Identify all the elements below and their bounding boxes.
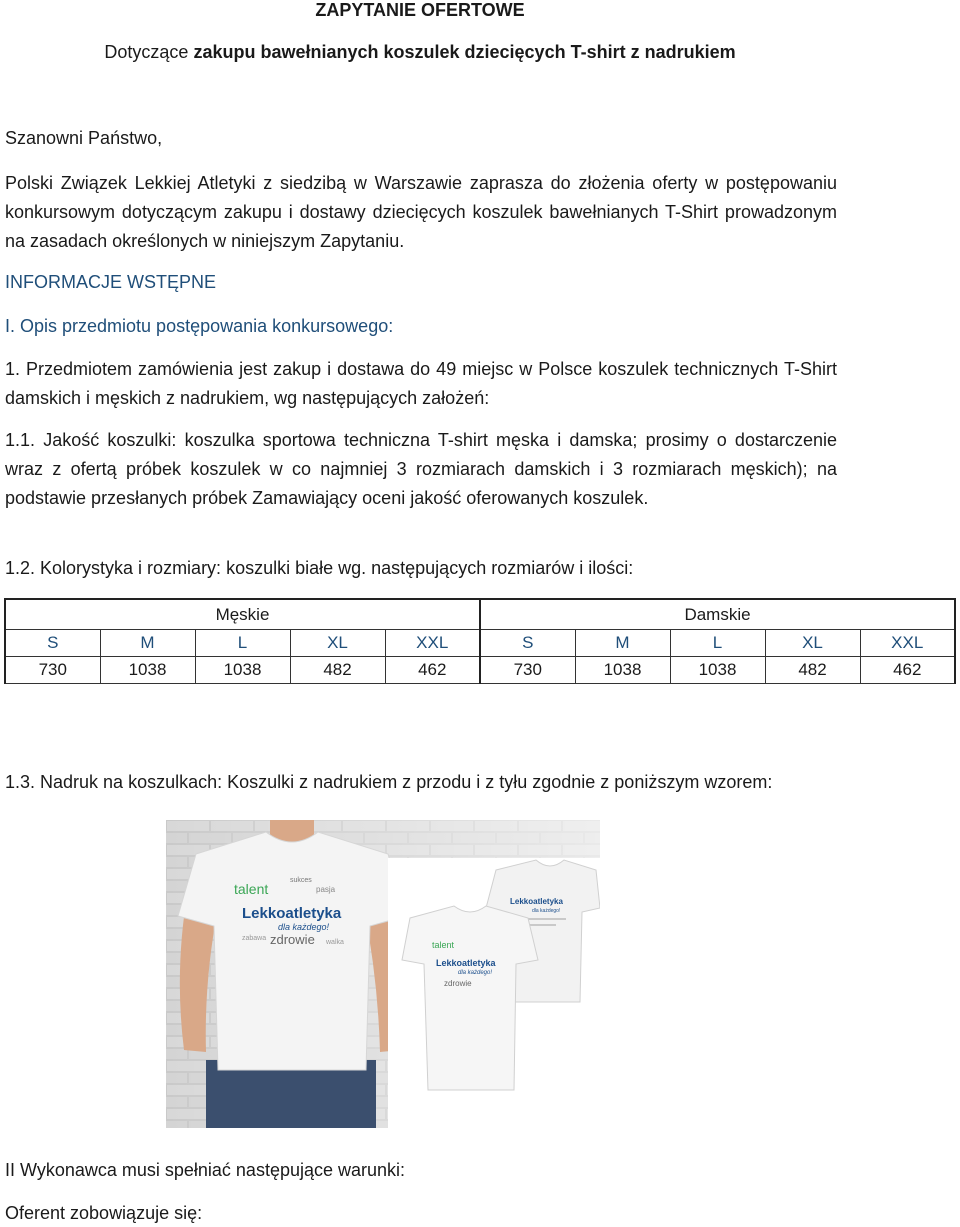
svg-text:zdrowie: zdrowie	[444, 979, 472, 988]
intro-paragraph: Polski Związek Lekkiej Atletyki z siedzibą w Warszawie zaprasza do złożenia oferty w postępowaniu konkursowym dotyczącym zakupu i dostawy dziecięcych koszulek bawełnianych T-Shirt prowadzonym na zasadach określonych w niniejszym Zapytaniu.	[5, 173, 837, 251]
svg-text:Lekkoatletyka: Lekkoatletyka	[436, 958, 496, 968]
table-quantities-row	[5, 657, 955, 684]
document-subtitle	[0, 42, 840, 63]
svg-text:pasja: pasja	[316, 885, 336, 894]
subtitle-prefix: Dotyczące	[104, 42, 194, 62]
size-cell: XXL	[860, 630, 955, 657]
item-1-2-paragraph: 1.2. Kolorystyka i rozmiary: koszulki białe wg. następujących rozmiarów i ilości:	[5, 558, 634, 578]
section-heading-info: INFORMACJE WSTĘPNE	[5, 272, 217, 292]
item-1-1-paragraph: 1.1. Jakość koszulki: koszulka sportowa techniczna T-shirt męska i damska; prosimy o dostarczenie wraz z ofertą próbek koszulek w co najmniej 3 rozmiarach damskich i 3 rozmiarach męskich); na podstawie przesłanych próbek Zamawiający oceni jakość oferowanych koszulek.	[5, 430, 837, 508]
back-print: Lekkoatletyka	[510, 897, 563, 906]
svg-text:dla każdego!: dla każdego!	[458, 970, 493, 976]
salutation: Szanowni Państwo,	[5, 128, 163, 148]
svg-text:walka: walka	[326, 939, 344, 946]
size-cell: M	[575, 630, 670, 657]
size-cell: L	[195, 630, 290, 657]
quantity-cell: 1038	[670, 657, 765, 684]
size-cell: S	[480, 630, 575, 657]
item-1-3-paragraph: 1.3. Nadruk na koszulkach: Koszulki z nadrukiem z przodu i z tyłu zgodnie z poniższym wzorem:	[5, 772, 773, 792]
group-male: Męskie	[5, 599, 480, 630]
tshirt-photo	[166, 820, 600, 1128]
quantity-cell: 1038	[195, 657, 290, 684]
svg-text:Lekkoatletyka: Lekkoatletyka	[242, 905, 342, 922]
subtitle-subject: zakupu bawełnianych koszulek dziecięcych T-shirt z nadrukiem	[193, 42, 736, 62]
quantity-cell: 462	[860, 657, 955, 684]
svg-text:sukces: sukces	[290, 877, 312, 884]
section-heading-i: I. Opis przedmiotu postępowania konkursowego:	[5, 316, 394, 336]
size-cell: XXL	[385, 630, 480, 657]
size-cell: XL	[290, 630, 385, 657]
svg-text:zdrowie: zdrowie	[270, 932, 315, 947]
svg-text:talent: talent	[432, 940, 455, 950]
section-heading-ii: II Wykonawca musi spełniać następujące warunki:	[5, 1160, 406, 1180]
quantity-cell: 482	[290, 657, 385, 684]
quantity-cell: 482	[765, 657, 860, 684]
size-cell: M	[100, 630, 195, 657]
svg-text:zabawa: zabawa	[242, 935, 267, 942]
table-group-row	[5, 599, 955, 630]
size-cell: L	[670, 630, 765, 657]
svg-text:dla każdego!: dla każdego!	[278, 922, 330, 932]
size-cell: S	[5, 630, 100, 657]
quantity-cell: 730	[480, 657, 575, 684]
oferent-line: Oferent zobowiązuje się:	[5, 1203, 203, 1223]
quantity-cell: 1038	[575, 657, 670, 684]
sizes-table	[4, 598, 956, 684]
group-female: Damskie	[480, 599, 955, 630]
table-sizes-row	[5, 630, 955, 657]
size-cell: XL	[765, 630, 860, 657]
quantity-cell: 1038	[100, 657, 195, 684]
quantity-cell: 462	[385, 657, 480, 684]
quantity-cell: 730	[5, 657, 100, 684]
svg-text:dla każdego!: dla każdego!	[532, 908, 561, 914]
svg-text:talent: talent	[234, 881, 269, 897]
item-1-paragraph: 1. Przedmiotem zamówienia jest zakup i dostawa do 49 miejsc w Polsce koszulek technicznych T-Shirt damskich i męskich z nadrukiem, wg następujących założeń:	[5, 359, 837, 408]
document-title: ZAPYTANIE OFERTOWE	[315, 0, 525, 20]
